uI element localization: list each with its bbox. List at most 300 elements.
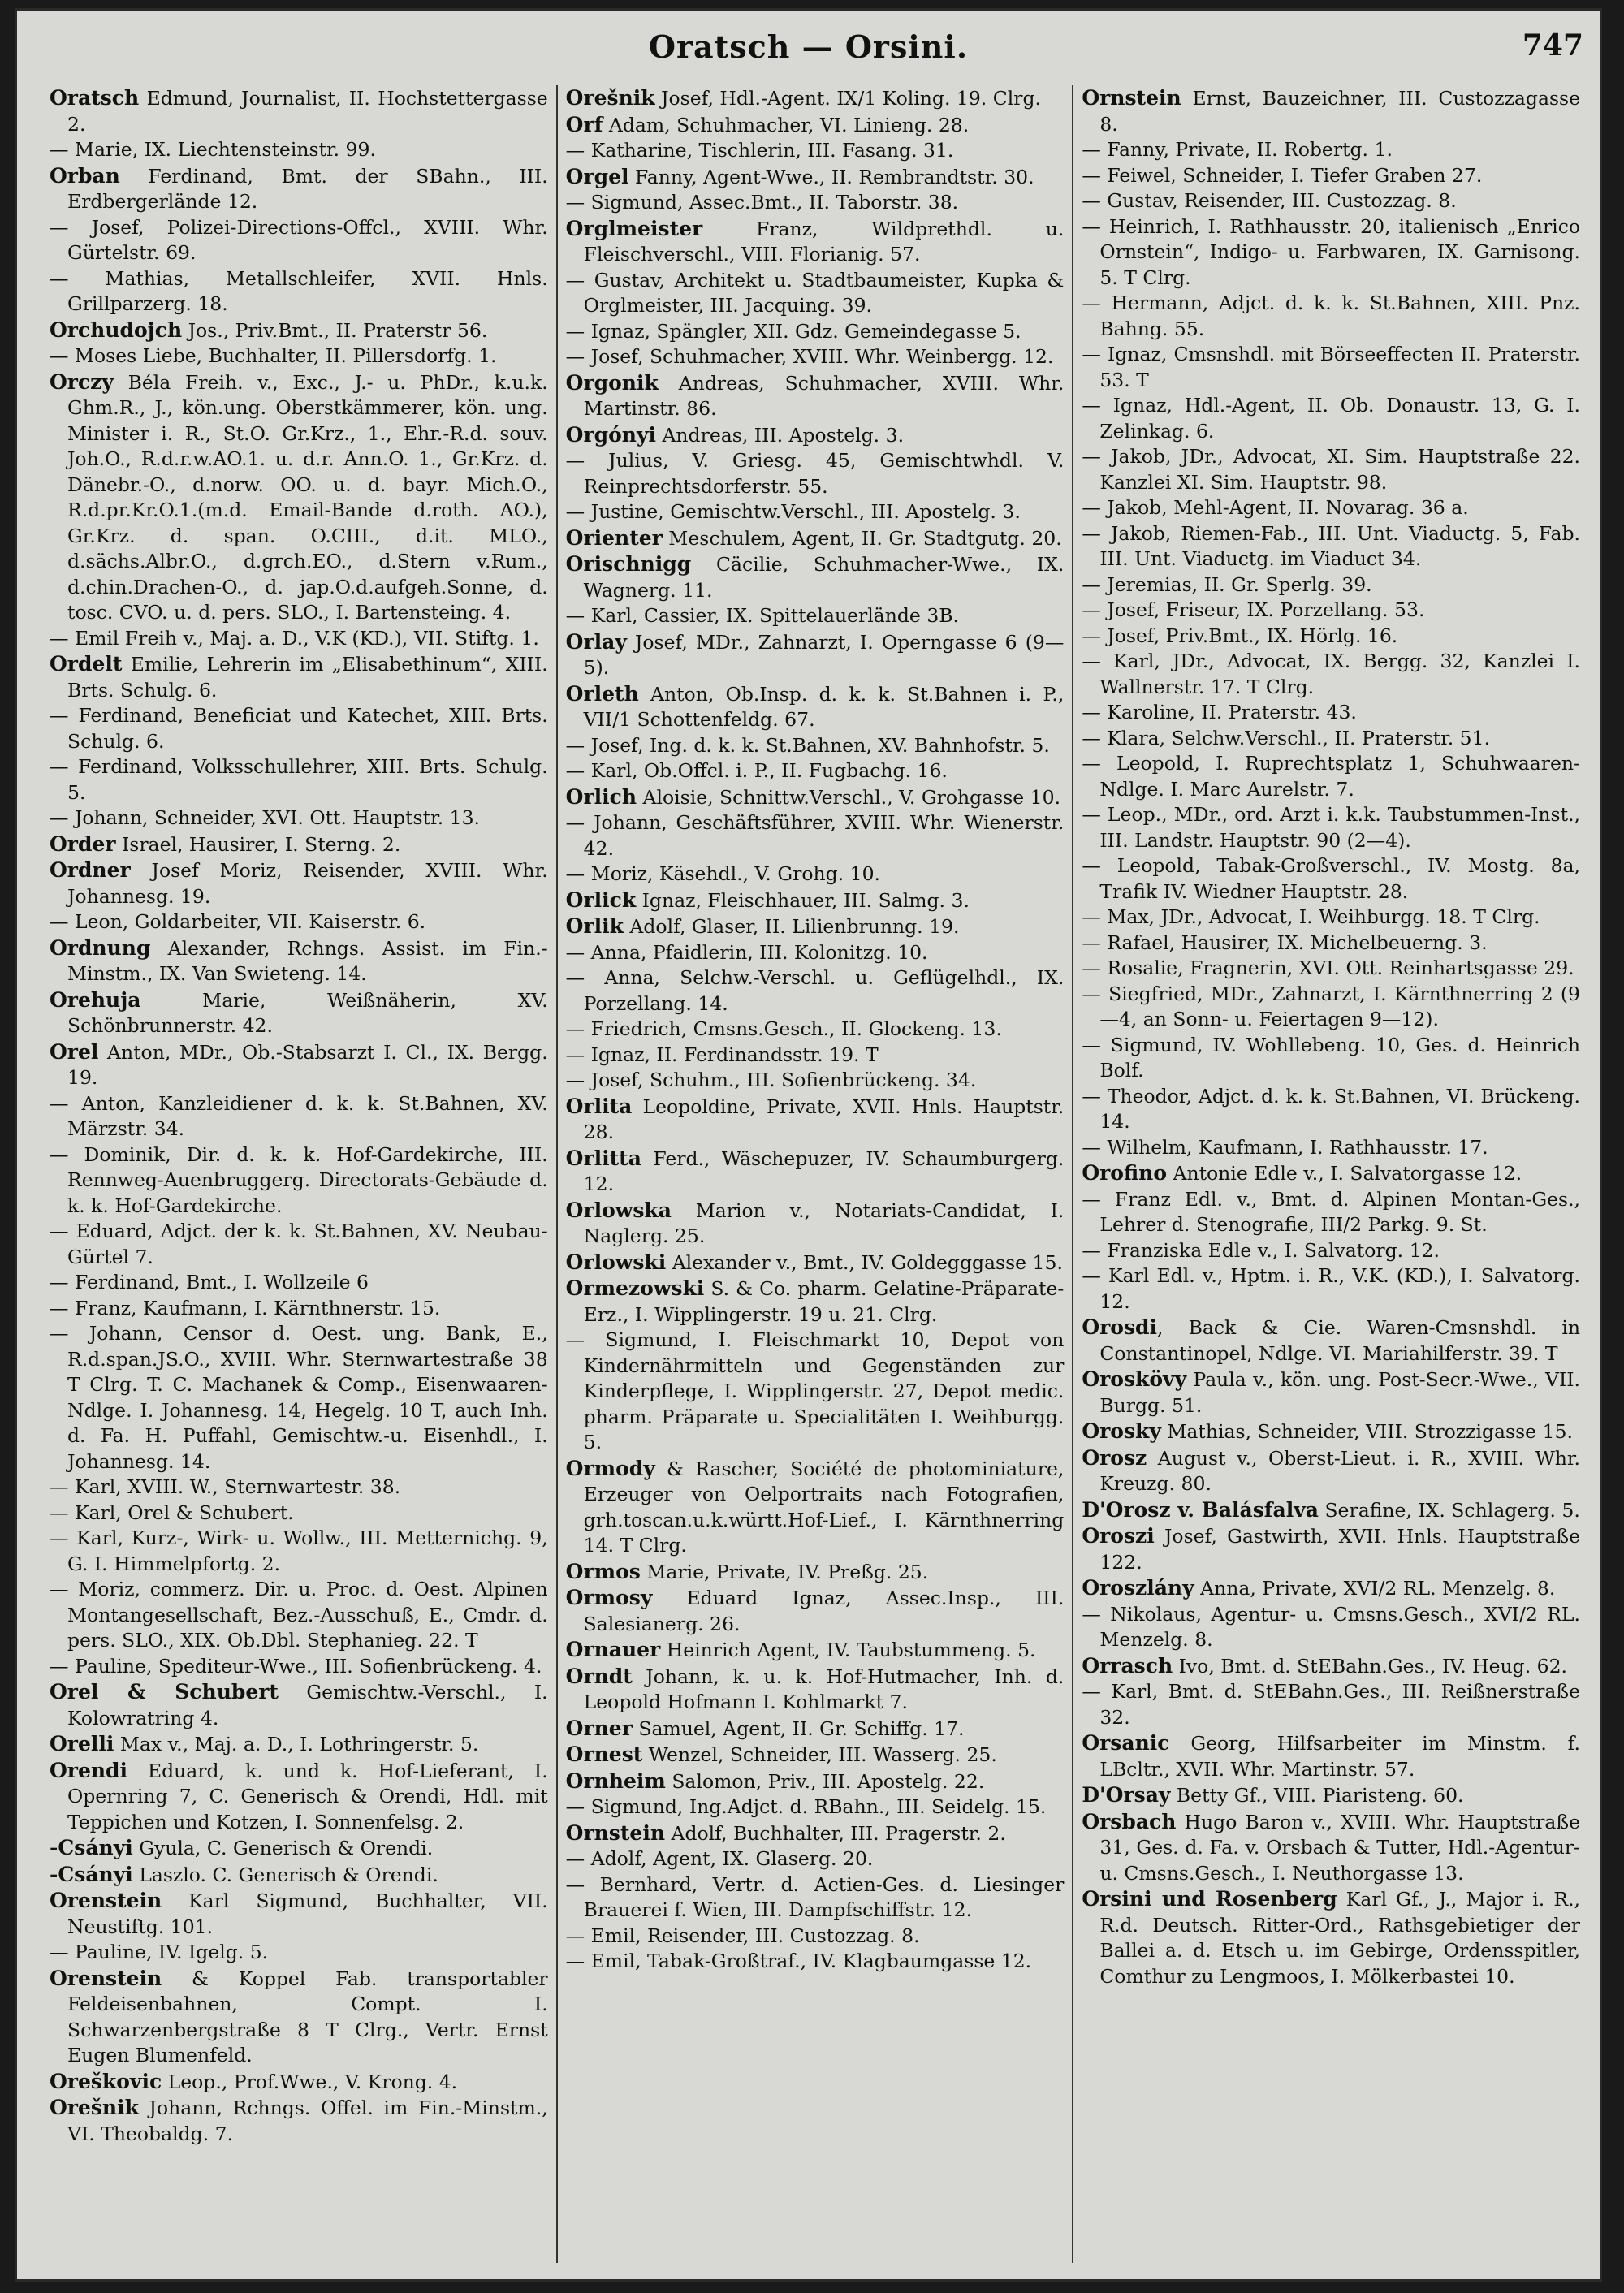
directory-entry xyxy=(50,1091,548,1142)
entry-details: — Gustav, Reisender, III. Custozzag. 8. xyxy=(1082,189,1457,212)
directory-entry xyxy=(50,1966,548,2069)
entry-surname: Orndt xyxy=(565,1664,633,1688)
entry-details: — Ferdinand, Bmt., I. Wollzeile 6 xyxy=(50,1271,369,1293)
entry-details: — Adolf, Agent, IX. Glaserg. 20. xyxy=(565,1847,874,1870)
entry-details: — Sigmund, IV. Wohllebeng. 10, Ges. d. Heinrich Bolf. xyxy=(1082,1033,1581,1082)
entry-details: — Jakob, Riemen-Fab., III. Unt. Viaductg. 5, Fab. III. Unt. Viaductg. im Viaduct 34. xyxy=(1082,521,1581,570)
directory-entry xyxy=(566,810,1065,861)
entry-surname: Ornheim xyxy=(565,1768,666,1793)
entry-details: Israel, Hausirer, I. Sterng. 2. xyxy=(115,832,401,856)
entry-surname: Orosky xyxy=(1082,1419,1161,1443)
entry-surname: Orglmeister xyxy=(565,216,703,240)
entry-details: — Karoline, II. Praterstr. 43. xyxy=(1082,701,1357,723)
entry-details: , Back & Cie. Waren-Cmsnshdl. in Constantinopel, Ndlge. VI. Mariahilferstr. 39. T xyxy=(1099,1316,1581,1365)
entry-details: — Heinrich, I. Rathhausstr. 20, italienisch „Enrico Ornstein“, Indigo- u. Farbwaren, IX. Garnisong. 5. T Clrg. xyxy=(1082,214,1581,289)
entry-details: Marie, Private, IV. Preßg. 25. xyxy=(640,1560,929,1583)
entry-details: — Emil Freih v., Maj. a. D., V.K (KD.), VII. Stiftg. 1. xyxy=(50,626,539,650)
directory-entry xyxy=(1082,291,1580,342)
entry-details: — Klara, Selchw.Verschl., II. Praterstr. 51. xyxy=(1082,726,1491,749)
entry-details: Meschulem, Agent, II. Gr. Stadtgutg. 20. xyxy=(662,526,1062,550)
directory-entry xyxy=(50,1039,548,1091)
entry-surname: Orlowski xyxy=(565,1250,667,1274)
directory-entry xyxy=(1082,444,1580,495)
directory-entry xyxy=(50,1270,548,1296)
entry-details: — Karl, Bmt. d. StEBahn.Ges., III. Reißnerstraße 32. xyxy=(1082,1680,1581,1729)
entry-details: Johann, Rchngs. Offel. im Fin.-Minstm., VI. Theobaldg. 7. xyxy=(67,2097,548,2145)
entry-details: Franz, Wildprethdl. u. Fleischverschl., VIII. Florianig. 57. xyxy=(583,217,1065,266)
entry-surname: Orosdi xyxy=(1082,1315,1158,1339)
entry-details: Alexander v., Bmt., IV. Goldegggasse 15. xyxy=(666,1250,1063,1274)
directory-entry xyxy=(1082,1886,1580,1989)
entry-surname: Oreškovic xyxy=(50,2069,162,2093)
directory-entry xyxy=(566,164,1065,191)
entry-details: — Hermann, Adjct. d. k. k. St.Bahnen, XIII. Pnz. Bahng. 55. xyxy=(1082,291,1581,340)
entry-details: — Ignaz, II. Ferdinandsstr. 19. T xyxy=(565,1043,879,1066)
entry-details: Leopoldine, Private, XVII. Hnls. Hauptstr. 28. xyxy=(583,1095,1065,1143)
directory-entry xyxy=(566,1872,1065,1924)
directory-entry xyxy=(1082,1602,1580,1653)
entry-details: — Johann, Geschäftsführer, XVIII. Whr. Wienerstr. 42. xyxy=(565,811,1065,860)
entry-details: — Leop., MDr., ord. Arzt i. k.k. Taubstummen-Inst., III. Landstr. Hauptstr. 90 (2—4). xyxy=(1082,803,1581,852)
entry-surname: D'Orsay xyxy=(1082,1783,1171,1807)
directory-entry xyxy=(566,1768,1065,1795)
directory-entry xyxy=(1082,1523,1580,1575)
entry-surname: Orenstein xyxy=(50,1966,162,1990)
entry-surname: Orischnigg xyxy=(565,552,692,576)
entry-details: — Mathias, Metallschleifer, XVII. Hnls. Grillparzerg. 18. xyxy=(50,266,548,315)
entry-surname: Ormody xyxy=(565,1456,655,1480)
entry-details: Alexander, Rchngs. Assist. im Fin.-Minstm., IX. Van Swietenɡ. 14. xyxy=(67,936,548,985)
directory-entry xyxy=(50,831,548,858)
directory-entry xyxy=(566,319,1065,345)
entry-surname: Orlitta xyxy=(565,1146,641,1170)
directory-entry xyxy=(566,370,1065,422)
entry-details: — Pauline, Spediteur-Wwe., III. Sofienbrückeng. 4. xyxy=(50,1654,542,1678)
entry-surname: Orlay xyxy=(565,629,627,654)
entry-details: Josef, Gastwirth, XVII. Hnls. Hauptstraße 122. xyxy=(1099,1525,1581,1574)
entry-surname: Ornstein xyxy=(1082,86,1181,110)
entry-surname: Orgonik xyxy=(565,370,659,395)
directory-entry xyxy=(50,1219,548,1270)
entry-details: — Julius, V. Griesg. 45, Gemischtwhdl. V. Reinprechtsdorferstr. 55. xyxy=(565,449,1065,498)
entry-details: — Pauline, IV. Igelg. 5. xyxy=(50,1941,269,1963)
entry-details: — Anna, Pfaidlerin, III. Kolonitzg. 10. xyxy=(565,940,928,964)
entry-surname: Orlowska xyxy=(565,1198,672,1222)
directory-entry xyxy=(566,733,1065,759)
entry-surname: Orczy xyxy=(50,369,114,394)
entry-details: — Leopold, I. Ruprechtsplatz 1, Schuhwaaren-Ndlge. I. Marc Aurelstr. 7. xyxy=(1082,752,1581,801)
entry-surname: Orlick xyxy=(565,887,637,912)
directory-entry xyxy=(1082,1160,1580,1187)
entry-details: — Franz Edl. v., Bmt. d. Alpinen Montan-Ges., Lehrer d. Stenografie, III/2 Parkg. 9. St. xyxy=(1082,1187,1581,1236)
directory-entry xyxy=(1082,726,1580,752)
directory-entry xyxy=(1082,393,1580,444)
directory-entry xyxy=(50,857,548,909)
directory-entry xyxy=(566,1637,1065,1664)
directory-entry xyxy=(566,1924,1065,1950)
directory-entry xyxy=(566,603,1065,629)
entry-details: Anton, Ob.Insp. d. k. k. St.Bahnen i. P., VII/1 Schottenfeldg. 67. xyxy=(583,682,1065,731)
entry-surname: Orner xyxy=(565,1716,633,1740)
directory-entry xyxy=(1082,700,1580,726)
entry-details: Adam, Schuhmacher, VI. Linieng. 28. xyxy=(603,113,970,136)
entry-details: Emilie, Lehrerin im „Elisabethinum“, XIII. Brts. Schulg. 6. xyxy=(67,653,548,702)
directory-entry xyxy=(566,913,1065,940)
entry-details: — Marie, IX. Liechtensteinstr. 99. xyxy=(50,138,376,161)
entry-details: Wenzel, Schneider, III. Wasserg. 25. xyxy=(642,1743,997,1766)
entry-details: — Karl, XVIII. W., Sternwartestr. 38. xyxy=(50,1475,401,1498)
entry-details: — Ignaz, Spängler, XII. Gdz. Gemeindegasse 5. xyxy=(565,319,1021,343)
entry-details: — Gustav, Architekt u. Stadtbaumeister, Kupka & Orglmeister, III. Jacquing. 39. xyxy=(565,268,1065,317)
directory-entry xyxy=(1082,1315,1580,1367)
entry-surname: Orgel xyxy=(565,164,629,188)
entry-surname: Orsanic xyxy=(1082,1731,1170,1755)
directory-entry xyxy=(566,190,1065,216)
entry-details: — Dominik, Dir. d. k. k. Hof-Gardekirche, III. Rennweg-Auenbruggerg. Directorats-Gebäude d. k. k. Hof-Gardekirche. xyxy=(50,1142,548,1217)
directory-entry xyxy=(566,758,1065,784)
entry-surname: Orosz xyxy=(1082,1445,1147,1470)
directory-entry xyxy=(1082,214,1580,291)
entry-surname: -Csányi xyxy=(50,1836,133,1859)
directory-entry xyxy=(566,1585,1065,1637)
directory-entry xyxy=(566,1820,1065,1847)
entry-surname: Oroskövy xyxy=(1082,1367,1187,1391)
directory-page xyxy=(15,8,1602,2282)
entry-details: Georg, Hilfsarbeiter im Minstm. f. LBcltr., XVII. Whr. Martinstr. 57. xyxy=(1099,1732,1581,1781)
directory-entry xyxy=(566,85,1065,112)
entry-details: Antonie Edle v., I. Salvatorgasse 12. xyxy=(1167,1162,1522,1185)
directory-entry xyxy=(566,551,1065,603)
entry-columns xyxy=(41,85,1588,2263)
entry-details: — Emil, Reisender, III. Custozzag. 8. xyxy=(565,1924,920,1947)
directory-entry xyxy=(50,651,548,703)
directory-entry xyxy=(50,1731,548,1758)
entry-surname: Ormos xyxy=(565,1559,641,1583)
directory-entry xyxy=(566,112,1065,139)
directory-entry xyxy=(50,805,548,831)
directory-entry xyxy=(1082,982,1580,1033)
directory-entry xyxy=(50,1321,548,1475)
entry-surname: Orlich xyxy=(565,784,637,809)
entry-details: Gyula, C. Generisch & Orendi. xyxy=(132,1837,434,1859)
entry-surname: Orešnik xyxy=(50,2096,139,2119)
entry-surname: Ormosy xyxy=(565,1586,653,1609)
entry-details: — Emil, Tabak-Großtraf., IV. Klagbaumgasse 12. xyxy=(565,1950,1032,1972)
directory-entry xyxy=(50,343,548,369)
entry-surname: Oroszi xyxy=(1082,1524,1155,1548)
entry-details: — Feiwel, Schneider, I. Tiefer Graben 27. xyxy=(1082,163,1483,187)
entry-surname: Orofino xyxy=(1082,1161,1167,1185)
entry-details: — Josef, Schuhm., III. Sofienbrückeng. 34. xyxy=(565,1069,977,1091)
entry-details: — Theodor, Adjct. d. k. k. St.Bahnen, VI. Brückeng. 14. xyxy=(1082,1084,1581,1133)
entry-details: — Johann, Schneider, XVI. Ott. Hauptstr. 13. xyxy=(50,806,481,829)
entry-details: — Johann, Censor d. Oest. ung. Bank, E., R.d.span.JS.O., XVIII. Whr. Sternwartestraße 38 T Clrg. T. C. Machanek & Comp., Eisenwaaren-Ndlge. I. Johannesg. 14, Hegelg. 10 T, auch Inh. d. Fa. H. Puffahl, Gemischtw.-u. Eisenhdl., I. Johannesg. 14. xyxy=(50,1322,548,1473)
entry-details: Josef Moriz, Reisender, XVIII. Whr. Johannesg. 19. xyxy=(67,859,548,908)
entry-surname: Orrasch xyxy=(1082,1653,1173,1678)
directory-entry xyxy=(566,1456,1065,1559)
directory-entry xyxy=(566,216,1065,268)
directory-entry xyxy=(1082,1653,1580,1680)
directory-entry xyxy=(566,1094,1065,1146)
directory-entry xyxy=(1082,956,1580,982)
directory-entry xyxy=(566,268,1065,319)
directory-entry xyxy=(50,1577,548,1654)
directory-entry xyxy=(50,754,548,805)
directory-entry xyxy=(566,525,1065,552)
entry-details: — Sigmund, Assec.Bmt., II. Taborstr. 38. xyxy=(565,191,959,214)
directory-entry xyxy=(1082,1730,1580,1782)
directory-entry xyxy=(566,1949,1065,1975)
entry-details: Gemischtw.-Verschl., I. Kolowratring 4. xyxy=(67,1681,548,1729)
entry-details: August v., Oberst-Lieut. i. R., XVIII. Whr. Kreuzg. 80. xyxy=(1099,1446,1581,1495)
entry-details: Mathias, Schneider, VIII. Strozzigasse 15. xyxy=(1160,1420,1573,1443)
running-head: Oratsch — Orsini. xyxy=(648,28,969,65)
column-1 xyxy=(41,85,558,2263)
entry-details: Paula v., kön. ung. Post-Secr.-Wwe., VII. Burgg. 51. xyxy=(1099,1368,1581,1417)
entry-surname: Orienter xyxy=(565,525,663,550)
directory-entry xyxy=(566,1017,1065,1043)
directory-entry xyxy=(50,369,548,626)
directory-entry xyxy=(566,448,1065,499)
directory-entry xyxy=(566,1276,1065,1328)
directory-entry xyxy=(566,1559,1065,1586)
entry-details: — Josef, Ing. d. k. k. St.Bahnen, XV. Bahnhofstr. 5. xyxy=(565,733,1050,757)
entry-surname: Orendi xyxy=(50,1758,128,1782)
entry-details: Edmund, Journalist, II. Hochstettergasse 2. xyxy=(67,87,548,136)
entry-surname: Ordner xyxy=(50,858,131,882)
directory-entry xyxy=(50,1475,548,1501)
directory-entry xyxy=(1082,342,1580,393)
directory-entry xyxy=(566,1198,1065,1250)
entry-details: — Eduard, Adjct. der k. k. St.Bahnen, XV. Neubau-Gürtel 7. xyxy=(50,1220,548,1268)
directory-entry xyxy=(50,137,548,163)
entry-details: — Franziska Edle v., I. Salvatorg. 12. xyxy=(1082,1238,1440,1262)
directory-entry xyxy=(50,215,548,266)
entry-details: — Moriz, commerz. Dir. u. Proc. d. Oest. Alpinen Montangesellschaft, Bez.-Ausschuß, E., Cmdr. d. pers. SLO., XIX. Ob.Dbl. Stephanieg. 22. T xyxy=(50,1578,548,1652)
entry-details: Andreas, III. Apostelg. 3. xyxy=(655,423,905,447)
entry-surname: Oratsch xyxy=(50,86,140,110)
directory-entry xyxy=(1082,521,1580,572)
entry-details: Adolf, Buchhalter, III. Pragerstr. 2. xyxy=(665,1821,1006,1845)
entry-surname: Orf xyxy=(565,112,603,136)
entry-details: Ferd., Wäschepuzer, IV. Schaumburgerg. 12. xyxy=(583,1146,1065,1195)
entry-details: S. & Co. pharm. Gelatine-Präparate-Erz., I. Wipplingerstr. 19 u. 21. Clrg. xyxy=(583,1277,1065,1326)
directory-entry xyxy=(50,1862,548,1889)
directory-entry xyxy=(1082,624,1580,650)
entry-surname: Orel & Schubert xyxy=(50,1680,279,1704)
entry-surname: Orchudojch xyxy=(50,317,183,342)
entry-details: Jos., Priv.Bmt., II. Praterstr 56. xyxy=(182,318,488,342)
directory-entry xyxy=(50,909,548,935)
entry-details: — Jeremias, II. Gr. Sperlg. 39. xyxy=(1082,572,1372,596)
entry-details: Hugo Baron v., XVIII. Whr. Hauptstraße 31, Ges. d. Fa. v. Orsbach & Tutter, Hdl.-Agentur- u. Cmsns.Gesch., I. Neuthorgasse 13. xyxy=(1099,1810,1581,1885)
entry-details: — Bernhard, Vertr. d. Actien-Ges. d. Liesinger Brauerei f. Wien, III. Dampfschiffstr. 12. xyxy=(565,1872,1065,1921)
entry-details: Samuel, Agent, II. Gr. Schiffg. 17. xyxy=(632,1717,965,1740)
directory-entry xyxy=(1082,1679,1580,1730)
directory-entry xyxy=(50,1835,548,1862)
directory-entry xyxy=(566,965,1065,1017)
entry-details: Eduard, k. und k. Hof-Lieferant, I. Opernring 7, C. Generisch & Orendi, Hdl. mit Teppichen und Kotzen, I. Sonnenfelsg. 2. xyxy=(67,1759,548,1833)
entry-details: Ignaz, Fleischhauer, III. Salmg. 3. xyxy=(636,888,970,912)
directory-entry xyxy=(50,703,548,754)
entry-surname: Orgónyi xyxy=(565,422,656,447)
entry-details: — Jakob, Mehl-Agent, II. Novarag. 36 a. xyxy=(1082,496,1469,519)
entry-details: — Ignaz, Cmsnshdl. mit Börseeffecten II. Praterstr. 53. T xyxy=(1082,343,1581,391)
entry-details: Ivo, Bmt. d. StEBahn.Ges., IV. Heug. 62. xyxy=(1173,1654,1568,1678)
entry-details: — Karl, Ob.Offcl. i. P., II. Fugbachg. 16. xyxy=(565,759,948,782)
directory-entry xyxy=(50,1654,548,1680)
entry-surname: Orban xyxy=(50,163,120,188)
entry-details: — Fanny, Private, II. Robertg. 1. xyxy=(1082,138,1393,161)
directory-entry xyxy=(50,266,548,317)
entry-details: Andreas, Schuhmacher, XVIII. Whr. Martinstr. 86. xyxy=(583,371,1065,420)
directory-entry xyxy=(50,626,548,652)
directory-entry xyxy=(566,940,1065,966)
directory-entry xyxy=(50,2069,548,2096)
directory-entry xyxy=(1082,1497,1580,1524)
entry-details: Leop., Prof.Wwe., V. Krong. 4. xyxy=(162,2070,458,2093)
directory-entry xyxy=(50,1758,548,1836)
directory-entry xyxy=(566,138,1065,164)
entry-details: — Jakob, JDr., Advocat, XI. Sim. Hauptstraße 22. Kanzlei XI. Sim. Hauptstr. 98. xyxy=(1082,445,1581,494)
entry-details: Johann, k. u. k. Hof-Hutmacher, Inh. d. Leopold Hofmann I. Kohlmarkt 7. xyxy=(583,1665,1065,1713)
directory-entry xyxy=(566,1716,1065,1742)
directory-entry xyxy=(566,422,1065,449)
directory-entry xyxy=(566,1068,1065,1094)
directory-entry xyxy=(50,1888,548,1940)
entry-surname: Orsbach xyxy=(1082,1809,1177,1833)
entry-details: — Sigmund, I. Fleischmarkt 10, Depot von Kindernährmitteln und Gegenständen zur Kinderpflege, I. Wipplingerstr. 27, Depot medic. pharm. Präparate u. Specialitäten I. Weihburgg. 5. xyxy=(565,1328,1065,1453)
entry-surname: Orsini und Rosenberg xyxy=(1082,1887,1337,1911)
directory-entry xyxy=(1082,802,1580,853)
entry-details: — Anna, Selchw.-Verschl. u. Geflügelhdl., IX. Porzellang. 14. xyxy=(565,966,1065,1015)
page-number: 747 xyxy=(1522,28,1583,63)
directory-entry xyxy=(566,1043,1065,1069)
entry-details: — Justine, Gemischtw.Verschl., III. Apostelg. 3. xyxy=(565,500,1021,523)
entry-details: — Leon, Goldarbeiter, VII. Kaiserstr. 6. xyxy=(50,910,426,933)
entry-details: Marion v., Notariats-Candidat, I. Naglerg. 25. xyxy=(583,1198,1065,1247)
entry-details: Aloisie, Schnittw.Verschl., V. Grohgasse 10. xyxy=(637,785,1061,809)
entry-details: — Siegfried, MDr., Zahnarzt, I. Kärnthnerring 2 (9—4, an Sonn- u. Feiertagen 9—12). xyxy=(1082,982,1581,1030)
entry-details: — Karl, Kurz-, Wirk- u. Wollw., III. Metternichg. 9, G. I. Himmelpfortg. 2. xyxy=(50,1527,548,1575)
entry-surname: Orenstein xyxy=(50,1889,162,1912)
directory-entry xyxy=(1082,188,1580,214)
entry-details: — Moses Liebe, Buchhalter, II. Pillersdorfg. 1. xyxy=(50,344,497,367)
directory-entry xyxy=(50,317,548,344)
entry-surname: Orešnik xyxy=(565,86,655,110)
directory-entry xyxy=(1082,649,1580,700)
entry-details: — Moriz, Käsehdl., V. Grohg. 10. xyxy=(565,862,881,885)
entry-details: Fanny, Agent-Wwe., II. Rembrandtstr. 30. xyxy=(628,165,1034,188)
entry-details: — Karl, JDr., Advocat, IX. Bergg. 32, Kanzlei I. Wallnerstr. 17. T Clrg. xyxy=(1082,650,1581,698)
entry-details: Adolf, Glaser, II. Lilienbrunng. 19. xyxy=(623,915,960,938)
entry-surname: -Csányi xyxy=(50,1862,133,1886)
entry-details: Anton, MDr., Ob.-Stabsarzt I. Cl., IX. Bergg. 19. xyxy=(67,1040,548,1089)
entry-details: — Ferdinand, Beneficiat und Katechet, XIII. Brts. Schulg. 6. xyxy=(50,704,548,753)
directory-entry xyxy=(566,681,1065,733)
entry-details: — Karl, Cassier, IX. Spittelauerlände 3B. xyxy=(565,604,960,627)
entry-details: Max v., Maj. a. D., I. Lothringerstr. 5. xyxy=(114,1733,479,1755)
entry-details: Betty Gf., VIII. Piaristeng. 60. xyxy=(1170,1784,1464,1807)
directory-entry xyxy=(50,2095,548,2147)
directory-entry xyxy=(566,861,1065,887)
entry-surname: Order xyxy=(50,831,116,856)
entry-surname: Orlik xyxy=(565,914,624,938)
directory-entry xyxy=(1082,1809,1580,1887)
directory-entry xyxy=(50,1940,548,1966)
entry-surname: Orlita xyxy=(565,1094,633,1118)
directory-entry xyxy=(566,1664,1065,1716)
directory-entry xyxy=(566,344,1065,370)
directory-entry xyxy=(566,887,1065,914)
entry-details: Karl Gf., J., Major i. R., R.d. Deutsch. Ritter-Ord., Rathsgebietiger der Ballei a. d. Etsch u. im Gebirge, Ordensspitler, Comthur zu Lengmoos, I. Mölkerbastei 10. xyxy=(1099,1888,1581,1988)
entry-details: — Josef, Friseur, IX. Porzellang. 53. xyxy=(1082,598,1425,621)
directory-entry xyxy=(566,1328,1065,1456)
entry-details: — Friedrich, Cmsns.Gesch., II. Glockeng. 13. xyxy=(565,1017,1002,1040)
entry-details: — Karl, Orel & Schubert. xyxy=(50,1501,294,1524)
entry-details: Josef, Hdl.-Agent. IX/1 Koling. 19. Clrg. xyxy=(654,87,1041,110)
entry-details: Béla Freih. v., Exc., J.- u. PhDr., k.u.k. Ghm.R., J., kön.ung. Oberstkämmerer, kön. ung. Minister i. R., St.O. Gr.Krz., 1., Ehr.-R.d. souv. Joh.O., R.d.r.w.AO.1. u. d.r. Ann.O. 1., Gr.Krz. d. Dänebr.-O., d.norw. OO. u. d. bayr. Mich.O., R.d.pr.Kr.O.1.(m.d. Email-Bande d.roth. AO.), Gr.Krz. d. span. O.CIII., d.it. MLO., d.sächs.Albr.O., d.grch.EO., d.Stern v.Rum., d.chin.Drachen-O., d. jap.O.d.aufgeh.Sonne, d. tosc. CVO. u. d. pers. SLO., I. Bartensteing. 4. xyxy=(67,370,548,624)
directory-entry xyxy=(1082,1238,1580,1264)
entry-details: — Katharine, Tischlerin, III. Fasang. 31. xyxy=(565,139,954,162)
entry-details: — Rafael, Hausirer, IX. Michelbeuerng. 3. xyxy=(1082,931,1488,954)
directory-entry xyxy=(566,1250,1065,1276)
entry-surname: Orelli xyxy=(50,1732,114,1755)
entry-details: — Anton, Kanzleidiener d. k. k. St.Bahnen, XV. Märzstr. 34. xyxy=(50,1091,548,1140)
entry-details: Cäcilie, Schuhmacher-Wwe., IX. Wagnerg. 11. xyxy=(583,553,1065,602)
entry-details: — Wilhelm, Kaufmann, I. Rathhausstr. 17. xyxy=(1082,1135,1488,1159)
directory-entry xyxy=(1082,905,1580,931)
entry-details: — Franz, Kaufmann, I. Kärnthnerstr. 15. xyxy=(50,1296,441,1319)
entry-details: & Koppel Fab. transportabler Feldeisenbahnen, Compt. I. Schwarzenbergstraße 8 T Clrg., Vertr. Ernst Eugen Blumenfeld. xyxy=(67,1967,548,2066)
directory-entry xyxy=(1082,1575,1580,1602)
entry-details: Serafine, IX. Schlagerg. 5. xyxy=(1318,1498,1580,1522)
entry-surname: Ordnung xyxy=(50,935,151,960)
entry-surname: Orleth xyxy=(565,681,639,706)
directory-entry xyxy=(50,935,548,987)
directory-entry xyxy=(1082,85,1580,137)
entry-details: — Max, JDr., Advocat, I. Weihburgg. 18. T Clrg. xyxy=(1082,905,1540,928)
directory-entry xyxy=(1082,1084,1580,1135)
directory-entry xyxy=(1082,1782,1580,1809)
directory-entry xyxy=(1082,163,1580,189)
column-3 xyxy=(1073,85,1588,2263)
entry-details: Eduard Ignaz, Assec.Insp., III. Salesianerg. 26. xyxy=(583,1587,1065,1635)
directory-entry xyxy=(1082,1367,1580,1419)
directory-entry xyxy=(566,784,1065,811)
directory-entry xyxy=(566,1794,1065,1820)
entry-surname: Ornstein xyxy=(565,1820,665,1845)
entry-surname: D'Orosz v. Balásfalva xyxy=(1082,1497,1319,1522)
entry-surname: Ordelt xyxy=(50,652,123,676)
directory-entry xyxy=(1082,1187,1580,1238)
entry-surname: Orehuja xyxy=(50,987,141,1012)
entry-details: Laszlo. C. Generisch & Orendi. xyxy=(132,1863,438,1886)
directory-entry xyxy=(1082,1419,1580,1445)
entry-details: — Ignaz, Hdl.-Agent, II. Ob. Donaustr. 13, G. I. Zelinkag. 6. xyxy=(1082,394,1581,443)
entry-details: & Rascher, Société de photominiature, Erzeuger von Oelportraits nach Fotografien, grh.toscan.u.k.württ.Hof-Lief., I. Kärnthnerring 14. T Clrg. xyxy=(583,1457,1065,1557)
entry-surname: Ornest xyxy=(565,1742,643,1766)
column-2 xyxy=(558,85,1074,2263)
entry-surname: Oroszlány xyxy=(1082,1576,1194,1600)
directory-entry xyxy=(566,1742,1065,1768)
entry-details: — Ferdinand, Volksschullehrer, XIII. Brts. Schulg. 5. xyxy=(50,755,548,804)
entry-details: Josef, MDr., Zahnarzt, I. Operngasse 6 (9—5). xyxy=(583,630,1065,679)
directory-entry xyxy=(566,629,1065,681)
directory-entry xyxy=(1082,1263,1580,1315)
entry-details: Karl Sigmund, Buchhalter, VII. Neustiftg. 101. xyxy=(67,1889,548,1938)
directory-entry xyxy=(50,1501,548,1527)
